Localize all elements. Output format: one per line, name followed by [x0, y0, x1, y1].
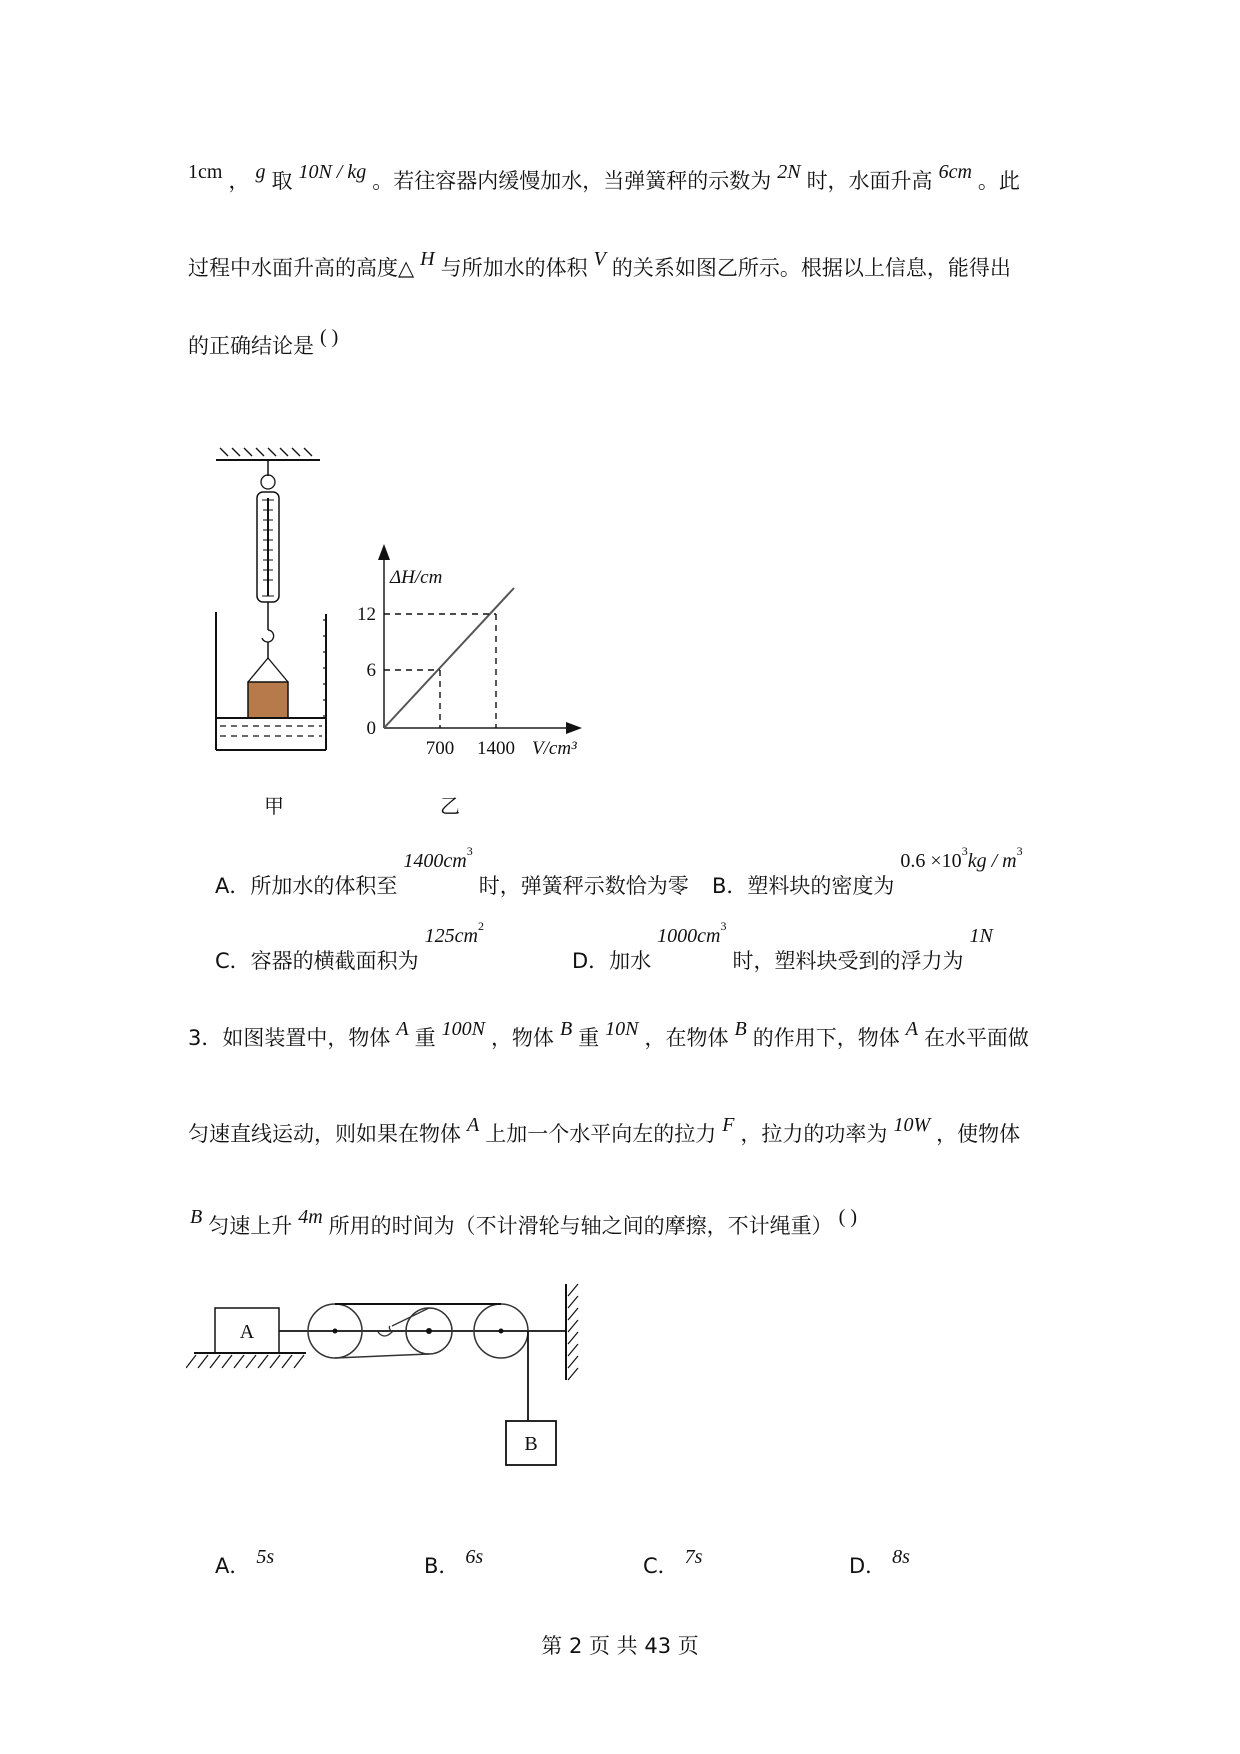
svg-text:ΔH/cm: ΔH/cm	[390, 567, 443, 588]
plastic-block	[248, 682, 288, 718]
answer-paren: ( )	[838, 1206, 857, 1228]
svg-text:V/cm³: V/cm³	[532, 738, 577, 759]
q3-option-b[interactable]: B． 6s	[424, 1546, 484, 1578]
q3-option-a[interactable]: A． 5s	[215, 1546, 275, 1578]
q3-line1: 3．如图装置中，物体 A 重 100N ，物体 B 重 10N ，在物体 B 的作用下，物体 A 在水平面做	[188, 1018, 1029, 1050]
math-force: 2N	[777, 161, 801, 183]
answer-paren: ( )	[320, 326, 339, 348]
page-footer: 第 2 页 共 43 页	[541, 1634, 699, 1658]
math-rise: 6cm	[938, 161, 972, 183]
q2-line3: 的正确结论是 ( )	[188, 326, 339, 358]
q2-line2: 过程中水面升高的高度△ H 与所加水的体积 V 的关系如图乙所示。根据以上信息，能得出	[188, 248, 1011, 280]
math-length: 1cm	[188, 161, 223, 183]
svg-text:B: B	[524, 1433, 538, 1455]
svg-text:700: 700	[425, 738, 455, 759]
q3-line3: B 匀速上升 4m 所用的时间为（不计滑轮与轴之间的摩擦，不计绳重） ( )	[190, 1206, 857, 1238]
q2-option-d[interactable]: D．加水$1000cm^3$时，塑料块受到的浮力为1N	[572, 919, 993, 973]
svg-text:6: 6	[366, 660, 376, 681]
q2-option-a[interactable]: A．所加水的体积至$1400cm^3$时，弹簧秤示数恰为零	[215, 844, 689, 898]
pulley-figure	[186, 1280, 626, 1480]
spring-scale-figure	[210, 440, 340, 780]
q3-option-c[interactable]: C． 7s	[643, 1546, 703, 1578]
data-line	[384, 588, 514, 728]
delta-h-chart	[350, 520, 600, 770]
q3-line2: 匀速直线运动，则如果在物体 A 上加一个水平向左的拉力 F ，拉力的功率为 10W ，使物体	[188, 1114, 1021, 1146]
math-g: g	[255, 161, 266, 183]
q2-option-b[interactable]: B．塑料块的密度为$0.6 \times 10^3kg / m^3$	[712, 844, 1023, 898]
svg-text:A: A	[239, 1321, 255, 1343]
q2-option-c[interactable]: C．容器的横截面积为$125cm^2$	[215, 919, 484, 973]
math-g-value: 10N / kg	[298, 161, 367, 183]
q2-line1: 1cm ， g 取 10N / kg 。若往容器内缓慢加水，当弹簧秤的示数为 2N 时，水面升高 6cm 。此	[188, 161, 1020, 193]
figure-yi-label: 乙	[440, 794, 460, 818]
svg-text:12: 12	[357, 604, 376, 625]
svg-text:0: 0	[366, 718, 376, 739]
q3-option-d[interactable]: D． 8s	[849, 1546, 910, 1578]
svg-text:1400: 1400	[477, 738, 515, 759]
figure-jia-label: 甲	[264, 794, 284, 818]
